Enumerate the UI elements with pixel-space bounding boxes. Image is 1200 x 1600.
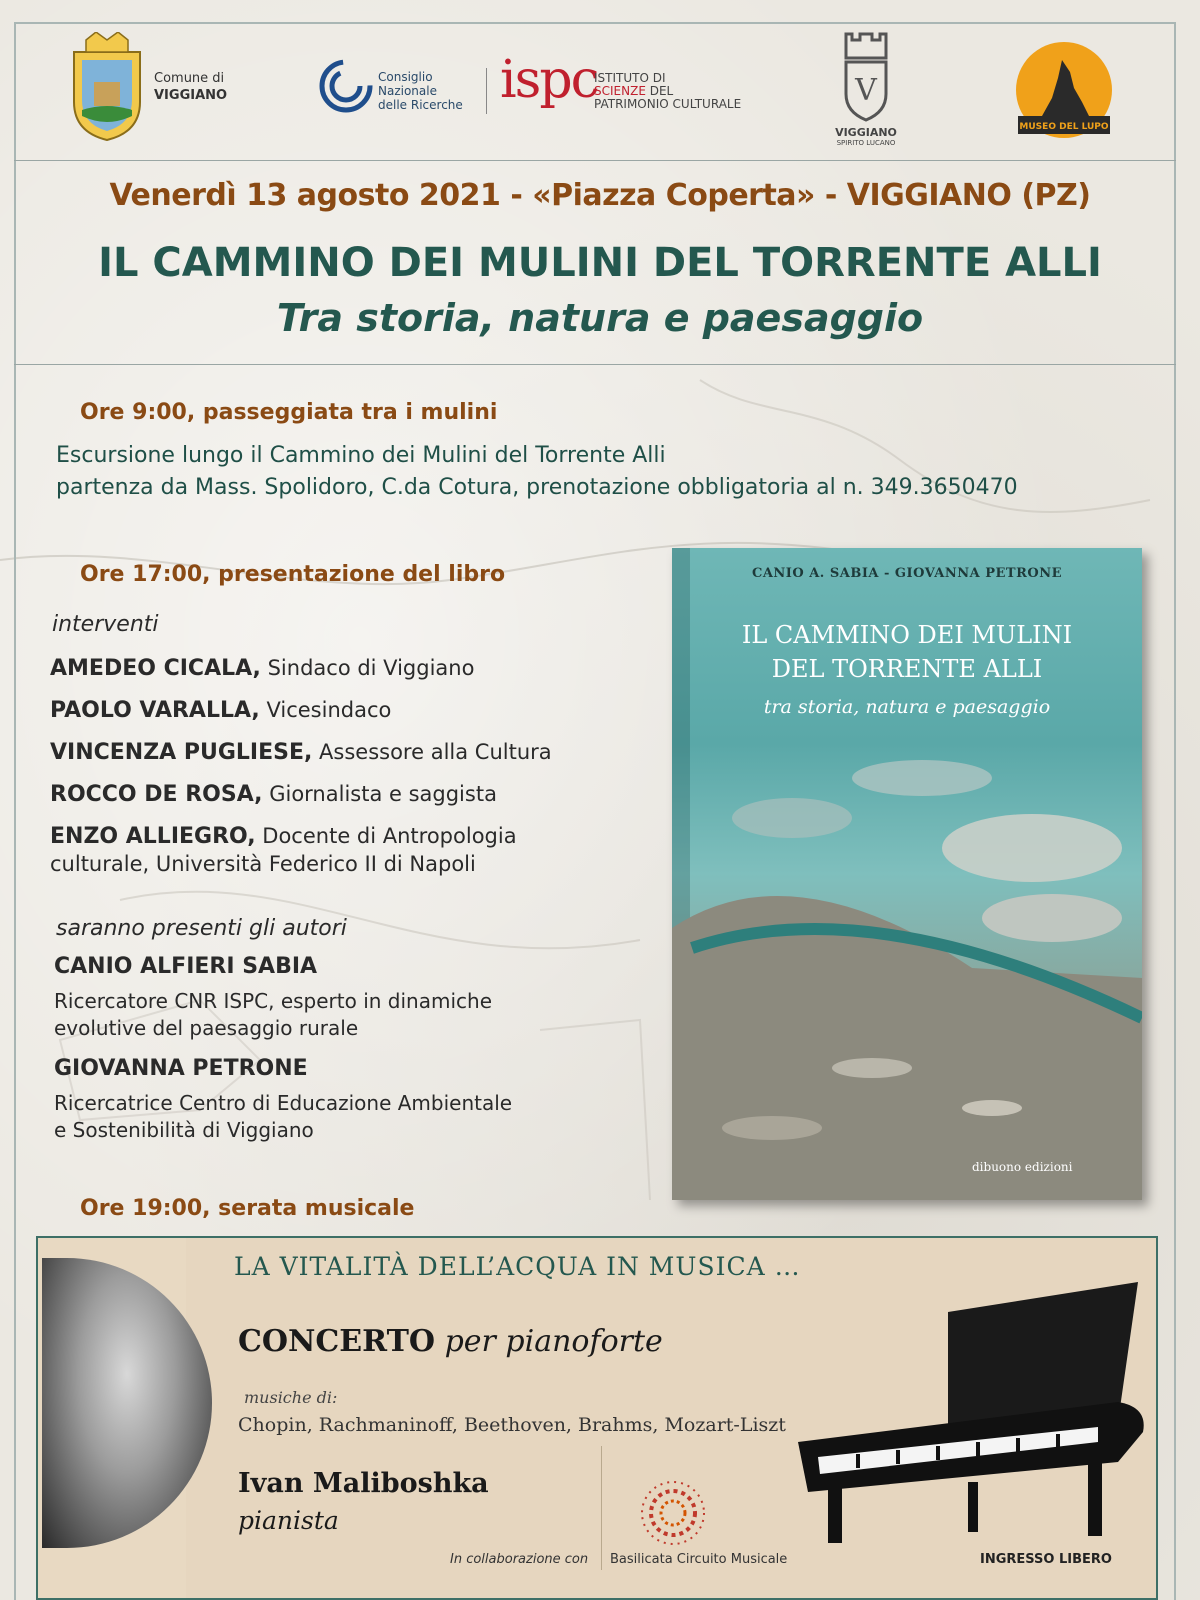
authors-label: saranno presenti gli autori — [56, 916, 347, 941]
morning-line-1: Escursione lungo il Cammino dei Mulini del Torrente Alli — [56, 443, 666, 468]
comune-coat-of-arms-icon — [66, 32, 148, 142]
musiche-label: musiche di: — [244, 1388, 338, 1407]
author-2-desc-2: e Sostenibilità di Viggiano — [54, 1118, 314, 1142]
speaker-5-continuation: culturale, Università Federico II di Napoli — [50, 852, 476, 876]
composers-list: Chopin, Rachmaninoff, Beethoven, Brahms, Mozart-Liszt — [238, 1414, 786, 1436]
book-title: IL CAMMINO DEI MULINI DEL TORRENTE ALLI — [741, 621, 1073, 683]
page-title: IL CAMMINO DEI MULINI DEL TORRENTE ALLI — [98, 240, 1102, 286]
speaker-1: AMEDEO CICALA, Sindaco di Viggiano — [50, 656, 475, 681]
comune-label: Comune di VIGGIANO — [154, 71, 228, 103]
morning-time-title: Ore 9:00, passeggiata tra i mulini — [80, 400, 498, 425]
collab-label: In collaborazione con — [450, 1552, 589, 1567]
book-cover — [672, 548, 1142, 1200]
logos-row — [14, 22, 1176, 160]
logo-separator — [486, 68, 487, 114]
concert-heading: LA VITALITÀ DELL’ACQUA IN MUSICA … — [234, 1252, 801, 1281]
header-divider — [14, 364, 1176, 365]
grand-piano-image — [798, 1282, 1158, 1544]
concert-box — [36, 1236, 1158, 1600]
pianist-name: Ivan Maliboshka — [238, 1468, 489, 1499]
cnr-label: Consiglio Nazionale delle Ricerche — [378, 70, 463, 112]
morning-line-2: partenza da Mass. Spolidoro, C.da Cotura, prenotazione obbligatoria al n. 349.3650470 — [56, 475, 1018, 500]
collab-partner: Basilicata Circuito Musicale — [610, 1552, 788, 1567]
viggiano-tower-logo-icon — [834, 28, 898, 124]
basilicata-circuito-musicale-logo-icon — [638, 1478, 708, 1548]
cnr-logo-icon — [318, 58, 374, 114]
museo-label: MUSEO DEL LUPO — [1019, 122, 1109, 132]
speaker-2: PAOLO VARALLA, Vicesindaco — [50, 698, 392, 723]
entry-note: INGRESSO LIBERO — [980, 1552, 1112, 1567]
interventi-label: interventi — [52, 612, 159, 637]
book-subtitle: tra storia, natura e paesaggio — [763, 696, 1051, 718]
book-publisher: dibuono edizioni — [972, 1160, 1073, 1174]
author-1-name: CANIO ALFIERI SABIA — [54, 954, 318, 979]
pianist-role: pianista — [238, 1506, 339, 1535]
book-authors: CANIO A. SABIA - GIOVANNA PETRONE — [751, 566, 1063, 581]
viggiano-brand-label: VIGGIANO SPIRITO LUCANO — [835, 126, 897, 147]
museo-del-lupo-wolf-logo-icon — [1012, 38, 1116, 148]
author-1-desc-1: Ricercatore CNR ISPC, esperto in dinamiche — [54, 989, 492, 1013]
speaker-3: VINCENZA PUGLIESE, Assessore alla Cultura — [50, 740, 552, 765]
author-2-name: GIOVANNA PETRONE — [54, 1056, 308, 1081]
ispc-logo-mark: ispc — [500, 50, 598, 110]
speaker-4: ROCCO DE ROSA, Giornalista e saggista — [50, 782, 497, 807]
collab-separator — [601, 1446, 602, 1570]
speaker-5: ENZO ALLIEGRO, Docente di Antropologia — [50, 824, 517, 849]
author-2-desc-1: Ricercatrice Centro di Educazione Ambientale — [54, 1091, 513, 1115]
afternoon-time-title: Ore 17:00, presentazione del libro — [80, 562, 506, 587]
svg-text:V: V — [855, 73, 877, 108]
author-1-desc-2: evolutive del paesaggio rurale — [54, 1016, 359, 1040]
top-divider — [14, 160, 1176, 161]
page-subtitle: Tra storia, natura e paesaggio — [276, 296, 924, 340]
ispc-label: ISTITUTO DI SCIENZE DEL PATRIMONIO CULTURALE — [594, 71, 742, 111]
concert-title: CONCERTO per pianoforte — [238, 1324, 663, 1359]
event-date-line: Venerdì 13 agosto 2021 - «Piazza Coperta» - VIGGIANO (PZ) — [109, 178, 1091, 213]
evening-time-title: Ore 19:00, serata musicale — [80, 1196, 415, 1221]
